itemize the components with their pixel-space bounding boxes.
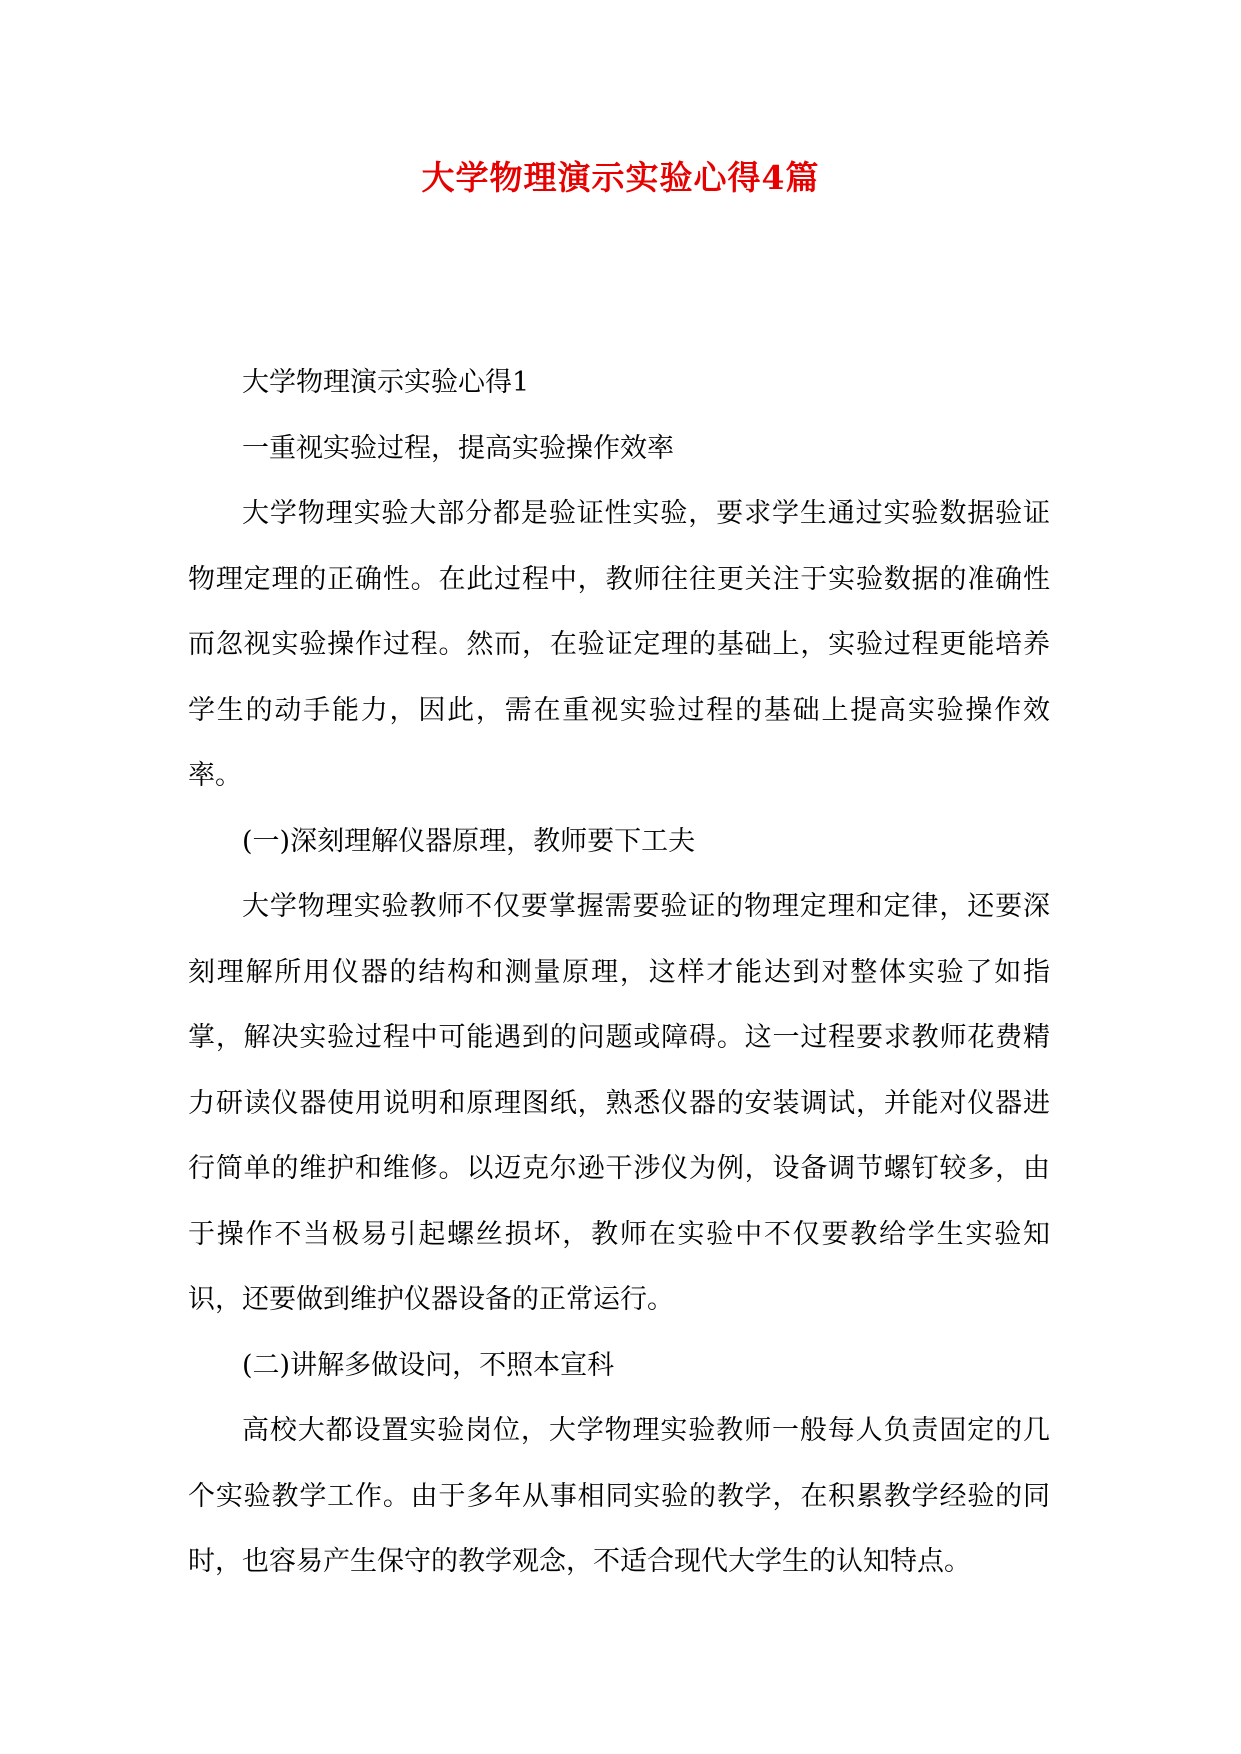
sub-heading: (一)深刻理解仪器原理，教师要下工夫 xyxy=(242,825,696,857)
document-title: 大学物理演示实验心得4篇 xyxy=(421,158,820,197)
section-heading: 大学物理演示实验心得1 xyxy=(242,367,530,398)
document-body xyxy=(188,350,1050,1595)
sub-heading: (二)讲解多做设问，不照本宣科 xyxy=(242,1349,615,1381)
body-paragraph: 大学物理实验教师不仅要掌握需要验证的物理定理和定律，还要深刻理解所用仪器的结构和测量原理，这样才能达到对整体实验了如指掌，解决实验过程中可能遇到的问题或障碍。这一过程要求教师花费精力研读仪器使用说明和原理图纸，熟悉仪器的安装调试，并能对仪器进行简单的维护和维修。以迈克尔逊干涉仪为例，设备调节螺钉较多，由于操作不当极易引起螺丝损坏，教师在实验中不仅要教给学生实验知识，还要做到维护仪器设备的正常运行。 xyxy=(188,891,1050,1315)
body-paragraph: 大学物理实验大部分都是验证性实验，要求学生通过实验数据验证物理定理的正确性。在此过程中，教师往往更关注于实验数据的准确性而忽视实验操作过程。然而，在验证定理的基础上，实验过程更能培养学生的动手能力，因此，需在重视实验过程的基础上提高实验操作效率。 xyxy=(188,498,1050,791)
body-paragraph: 高校大都设置实验岗位，大学物理实验教师一般每人负责固定的几个实验教学工作。由于多年从事相同实验的教学，在积累教学经验的同时，也容易产生保守的教学观念，不适合现代大学生的认知特点。 xyxy=(188,1415,1050,1577)
sub-heading: 一重视实验过程，提高实验操作效率 xyxy=(242,432,674,464)
